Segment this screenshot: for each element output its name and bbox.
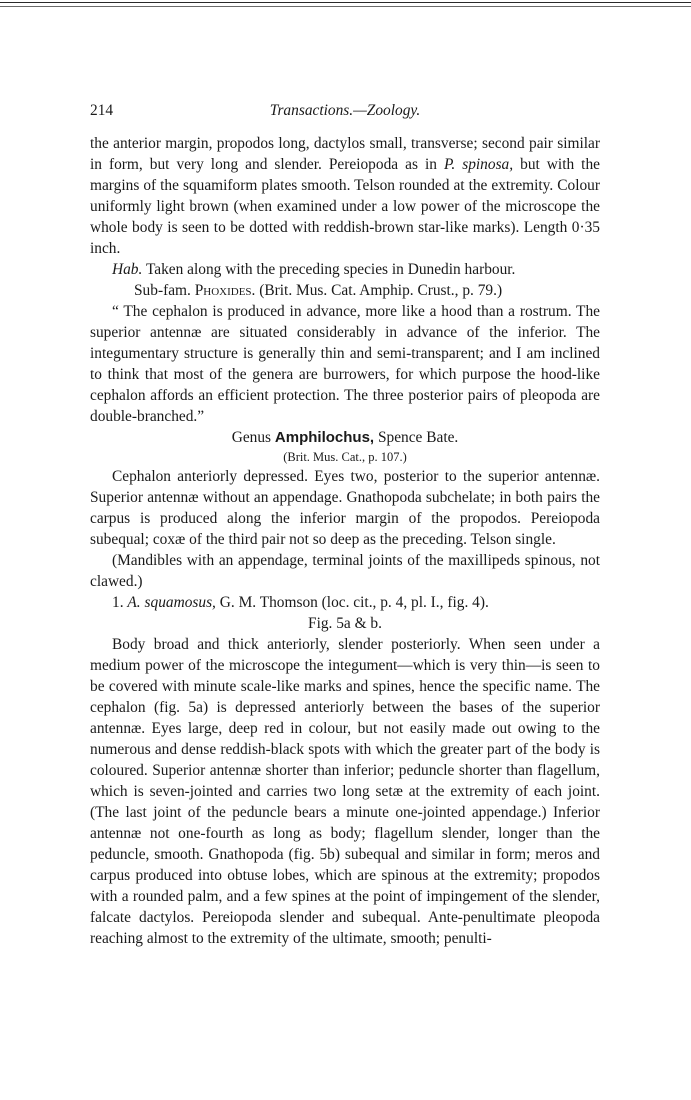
hab-text: Taken along with the preceding species in Dunedin harbour. — [145, 261, 516, 278]
top-rule-secondary — [0, 6, 691, 7]
figure-reference: Fig. 5a & b. — [308, 615, 382, 632]
genus-reference: (Brit. Mus. Cat., p. 107.) — [283, 450, 407, 464]
p1-text-b: but with the margins of the squamiform plates smooth. Telson rounded at the extremity. Colour uniformly light brown (when examined under a low power of the microscope the whole body is seen to be dotted with reddish-brown star-like marks). Length 0·35 inch. — [90, 156, 600, 257]
genus-name: Amphilochus, — [274, 429, 375, 446]
genus-prefix: Genus — [231, 429, 272, 446]
species-name: A. squamosus, — [127, 594, 216, 611]
running-title: Transactions.—Zoology. — [269, 102, 421, 119]
page-number: 214 — [90, 102, 114, 119]
species-italic: P. spinosa, — [443, 156, 514, 173]
hab-label: Hab. — [112, 261, 143, 278]
subfamily-heading — [90, 280, 600, 301]
page-body — [90, 100, 600, 949]
species-description: Body broad and thick anteriorly, slender posteriorly. When seen under a medium power of the microscope the integument—which is very thin—is seen to be covered with minute scale-like marks and spines, hence the specific name. The cephalon (fig. 5a) is depressed anteriorly between the bases of the superior antennæ. Eyes large, deep red in colour, but not easily made out owing to the numerous and dense reddish-black spots with which the greater part of the body is coloured. Superior antennæ shorter than inferior; peduncle shorter than flagellum, which is seven-jointed and carries two long setæ at the extremity of each joint. (The last joint of the peduncle bears a minute one-jointed appendage.) Inferior antennæ not one-fourth as long as body; flagellum slender, longer than the peduncle, smooth. Gnathopoda (fig. 5b) subequal and similar in form; meros and carpus produced into obtuse lobes, which are spinous at the extremity; propodos with a rounded palm, and a few spines at the point of impingement of the slender, falcate dactylos. Pereiopoda slender and subequal. Ante-penultimate pleopoda reaching almost to the extremity of the ultimate, smooth; penulti- — [90, 636, 600, 947]
mandibles-note: (Mandibles with an appendage, terminal joints of the maxillipeds spinous, not clawed.) — [90, 552, 600, 590]
genus-author: Spence Bate. — [377, 429, 459, 446]
genus-heading — [90, 427, 600, 448]
species-heading — [90, 592, 600, 613]
page-header — [90, 100, 600, 124]
habitat-paragraph — [90, 259, 600, 280]
subfam-name: Phoxides. — [194, 282, 256, 299]
quote-paragraph: “ The cephalon is produced in advance, more like a hood than a rostrum. The superior antennæ are situated considerably in advance of the inferior. The integumentary structure is generally thin and semi-transparent; and I am inclined to think that most of the genera are burrowers, for which purpose the hood-like cephalon affords an efficient protection. The three posterior pairs of pleopoda are double-branched.” — [90, 303, 600, 425]
species-ref: G. M. Thomson (loc. cit., p. 4, pl. I., fig. 4). — [219, 594, 489, 611]
top-rule — [0, 2, 691, 3]
species-number: 1. — [112, 594, 124, 611]
subfam-prefix: Sub-fam. — [134, 282, 191, 299]
p1-text: the anterior margin, propodos long, dactylos small, transverse; second pair similar in form, but very long and slender. Pereiopoda as in — [90, 135, 600, 173]
genus-description: Cephalon anteriorly depressed. Eyes two, posterior to the superior antennæ. Superior antennæ without an appendage. Gnathopoda subchelate; in both pairs the carpus is produced along the inferior margin of the propodos. Pereiopoda subequal; coxæ of the third pair not so deep as the preceding. Telson single. — [90, 468, 600, 548]
subfam-ref: (Brit. Mus. Cat. Amphip. Crust., p. 79.) — [259, 282, 503, 299]
paragraph-continuation — [90, 133, 600, 259]
